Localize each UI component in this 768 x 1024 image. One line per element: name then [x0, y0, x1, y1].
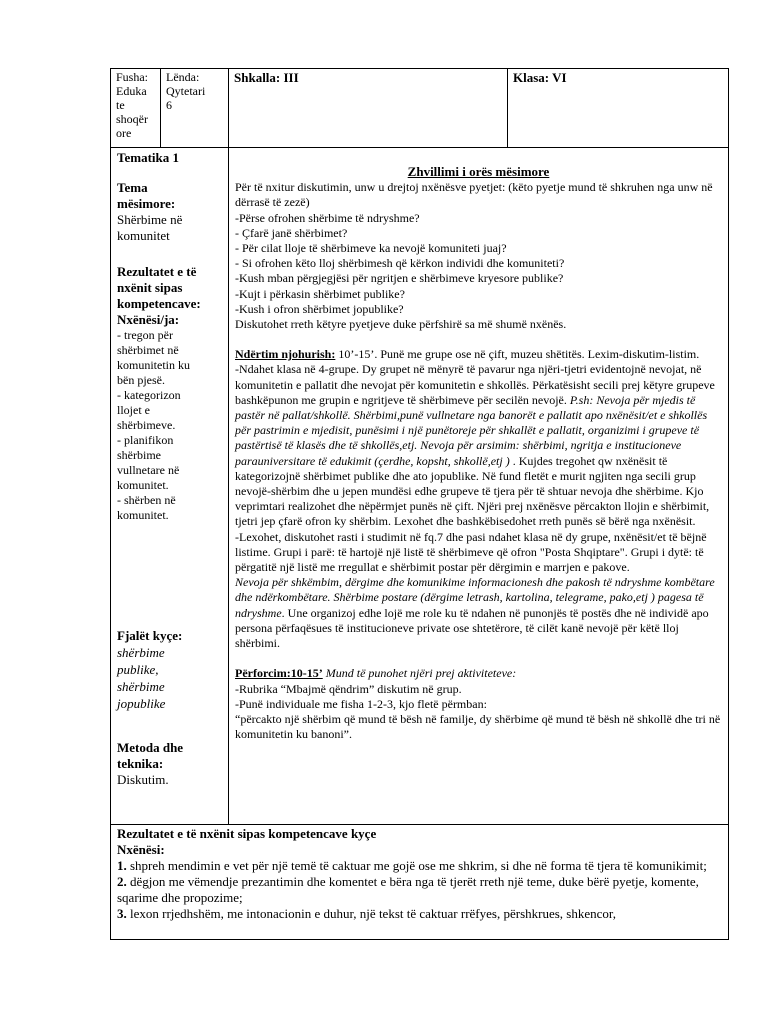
rezultatet-item: - shërben në: [117, 493, 176, 507]
ndertim-label: Ndërtim njohurish:: [235, 347, 336, 362]
rezultatet-item: komunitet.: [117, 478, 169, 492]
tema-label-line: Tema: [117, 180, 148, 195]
rezultatet-label-line: kompetencave:: [117, 296, 201, 311]
footer-item-text: dëgjon me vëmendje prezantimin dhe komentet e bëra nga të tjerët rreth një teme, duke bërë pyetje, komente, sqarime dhe propozime;: [117, 874, 699, 905]
ndertim-paragraph: [235, 347, 722, 362]
fusha-line: Eduka: [116, 84, 147, 98]
para3-example: Nevoja për shkëmbim, dërgime dhe komunikime informacionesh dhe pakosh të ndryshme kombëtare dhe ndërkombëtare. Shërbime postare (dërgime letrash, kartolina, telegrame, pako,etj ) pagesa të ndryshme: [235, 575, 715, 620]
rezultatet-item: vullnetare në: [117, 463, 180, 477]
rezultatet-item: shërbimeve.: [117, 418, 176, 432]
header-row: [111, 69, 729, 148]
para1-example: P.sh: Nevoja për mjedis të pastër në pallat/shkollë. Shërbimi,punë vullnetare nga banorët e pallatit apo nxënësit/et e shkollës për pastrimin e mjedisit, punësimi i një punëtoreje për shkallët e pallatit, organizimi i grupeve të pastërtisë të klasës dhe të shkollës,etj. Nevoja për arsimim: shërbimi, ngritja e institucioneve parauniversitare të edukimit (çerdhe, kopsht, shkollë,etj ): [235, 392, 708, 468]
activity-paragraph-1: [235, 362, 722, 529]
intro-text: Për të nxitur diskutimin, unw u drejtoj nxënësve pyetjet: (këto pyetje mund të shkruhen nga unw në dërrasë të zezë): [235, 180, 713, 210]
fjalet-values: [117, 644, 224, 712]
fusha-cell: [111, 69, 161, 148]
metoda-value: Diskutim.: [117, 772, 169, 787]
fusha-line: Fusha:: [116, 70, 149, 84]
rezultatet-label: [117, 264, 224, 328]
question-item: -Kujt i përkasin shërbimet publike?: [235, 286, 405, 301]
tema-value-line: Shërbime në: [117, 212, 183, 227]
rezultatet-item: shërbimet në: [117, 343, 179, 357]
klasa-label: Klasa: VI: [513, 70, 567, 85]
lesson-plan-sheet: [110, 68, 728, 940]
rezultatet-item: bën pjesë.: [117, 373, 165, 387]
question-item: - Si ofrohen këto lloj shërbimesh që kërkon individi dhe komuniteti?: [235, 256, 565, 271]
fusha-line: ore: [116, 126, 132, 140]
perforcim-paragraph: [235, 666, 722, 681]
shkalla-label: Shkalla: III: [234, 70, 299, 85]
fusha-line: te: [116, 98, 125, 112]
rezultatet-item: shërbime: [117, 448, 161, 462]
footer-item-text: shpreh mendimin e vet për një temë të caktuar me gojë ose me shkrim, si dhe në forma të tjera të komunikimit;: [126, 858, 707, 873]
footer-item: [117, 874, 722, 906]
rezultatet-item: - kategorizon: [117, 388, 181, 402]
activity-paragraph-3: [235, 575, 722, 651]
shkalla-cell: [229, 69, 508, 148]
question-item: - Çfarë janë shërbimet?: [235, 225, 348, 240]
perforcim-line: -Rubrika “Mbajmë qëndrim” diskutim në grup.: [235, 681, 462, 696]
footer-item-number: 2.: [117, 874, 127, 889]
discussion-text: Diskutohet rreth këtyre pyetjeve duke përfshirë sa më shumë nxënës.: [235, 317, 567, 332]
lenda-line: Lënda:: [166, 70, 200, 84]
perforcim-line: -Punë individuale me fisha 1-2-3, kjo fletë përmban:: [235, 696, 487, 711]
para3-text: . Une organizoj edhe lojë me role ku të ndahen në punonjës të postës dhe në individë apo persona përfaqësues të institucioneve private ose shtetërore, të cilët kanë nevojë për këtë lloj shërbimi.: [235, 605, 709, 651]
activity-paragraph-2: -Lexohet, diskutohet rasti i studimit në fq.7 dhe pasi ndahet klasa në dy grupe, nxënësit/et të bëjnë listime. Grupi i parë: të hartojë një listë të shërbimeve që ofron "Posta Shqiptare". Grupi i dytë: të përgatitë një listë me rregullat e shërbimit postar për dërgimin e marrjen e pakove.: [235, 529, 707, 575]
metoda-label-line: teknika:: [117, 756, 164, 771]
footer-row: [111, 825, 729, 940]
perforcim-line: “përcakto një shërbim që mund të bësh në familje, dy shërbime që mund të bësh në shkollë dhe tri në komunitetin ku banoni”.: [235, 711, 721, 742]
rezultatet-item: komunitet.: [117, 508, 169, 522]
metoda-label: [117, 740, 224, 772]
fjalet-value: shërbime: [117, 679, 165, 694]
main-column: [229, 148, 729, 825]
footer-cell: [111, 825, 729, 940]
rezultatet-item: - planifikon: [117, 433, 174, 447]
footer-item-text: lexon rrjedhshëm, me intonacionin e duhur, një tekst të caktuar rrëfyes, përshkrues, shkencor,: [126, 906, 616, 921]
metoda-label-line: Metoda dhe: [117, 740, 184, 755]
lenda-line: 6: [166, 98, 172, 112]
question-item: - Për cilat lloje të shërbimeve ka nevojë komuniteti juaj?: [235, 241, 507, 256]
lenda-line: Qytetari: [166, 84, 206, 98]
fjalet-label: Fjalët kyçe:: [117, 628, 183, 643]
rezultatet-item: komunitetin ku: [117, 358, 190, 372]
tema-value: [117, 212, 224, 244]
lenda-cell: [161, 69, 229, 148]
perforcim-intro: Mund të punohet njëri prej aktiviteteve:: [322, 666, 517, 681]
tematika-label: Tematika 1: [117, 150, 179, 165]
rezultatet-item: llojet e: [117, 403, 150, 417]
footer-title: Rezultatet e të nxënit sipas kompetencave kyçe: [117, 826, 377, 841]
fjalet-value: shërbime: [117, 645, 165, 660]
footer-subtitle: Nxënësi:: [117, 842, 165, 857]
question-item: -Kush i ofron shërbimet jopublike?: [235, 301, 404, 316]
ndertim-text: 10’-15’. Punë me grupe ose në çift, muzeu shëtitës. Lexim-diskutim-listim.: [335, 347, 700, 362]
lesson-plan-table: [110, 68, 729, 940]
para1-text-end: . Kujdes tregohet qw nxënësit të kategorizojnë shërbimet publike dhe ato jopublike. Në fund fletët e murit ngjiten nga secili grup nevojë-shërbim dhe u jepen mundësi edhe grupeve të tjera për të shtuar nevoja dhe shërbime. Kjo veprimtari realizohet dhe nëpërmjet punës në çift. Njëri prej nxënësve përcakton llojin e shërbimit, tjetri jep çfarë ofron ky shërbim. Lexohet dhe bashkëbisedohet rreth punës së bërë nga nxënësit.: [235, 453, 710, 529]
footer-item: [117, 906, 722, 922]
tema-value-line: komunitet: [117, 228, 170, 243]
rezultatet-label-line: Nxënësi/ja:: [117, 312, 180, 327]
footer-item-number: 3.: [117, 906, 127, 921]
content-row: [111, 148, 729, 825]
footer-item: [117, 858, 722, 874]
lesson-title: Zhvillimi i orës mësimore: [407, 164, 550, 179]
klasa-cell: [508, 69, 729, 148]
fjalet-value: publike,: [117, 662, 159, 677]
fusha-line: shoqër: [116, 112, 148, 126]
question-item: -Kush mban përgjegjësi për ngritjen e shërbimeve kryesore publike?: [235, 271, 564, 286]
rezultatet-list: [117, 328, 224, 523]
tema-label-line: mësimore:: [117, 196, 176, 211]
rezultatet-item: - tregon për: [117, 328, 173, 342]
perforcim-label: Përforcim:10-15’: [235, 666, 323, 681]
para1-text: -Ndahet klasa në 4-grupe. Dy grupet në mënyrë të pavarur nga njëri-tjetri evidentojnë nevojat, në komunitetin e pallatit dhe nevojat për komunitetin e shkollës. Përkatësisht secili prej këtyre grupeve bashkëpunon me grupin e ngritjeve të shërbimeve për secilën nevojë.: [235, 362, 715, 407]
question-item: -Përse ofrohen shërbime të ndryshme?: [235, 210, 420, 225]
rezultatet-label-line: nxënit sipas: [117, 280, 183, 295]
tema-label: [117, 180, 224, 212]
fjalet-value: jopublike: [117, 696, 166, 711]
footer-item-number: 1.: [117, 858, 127, 873]
rezultatet-label-line: Rezultatet e të: [117, 264, 197, 279]
left-column: [111, 148, 229, 825]
